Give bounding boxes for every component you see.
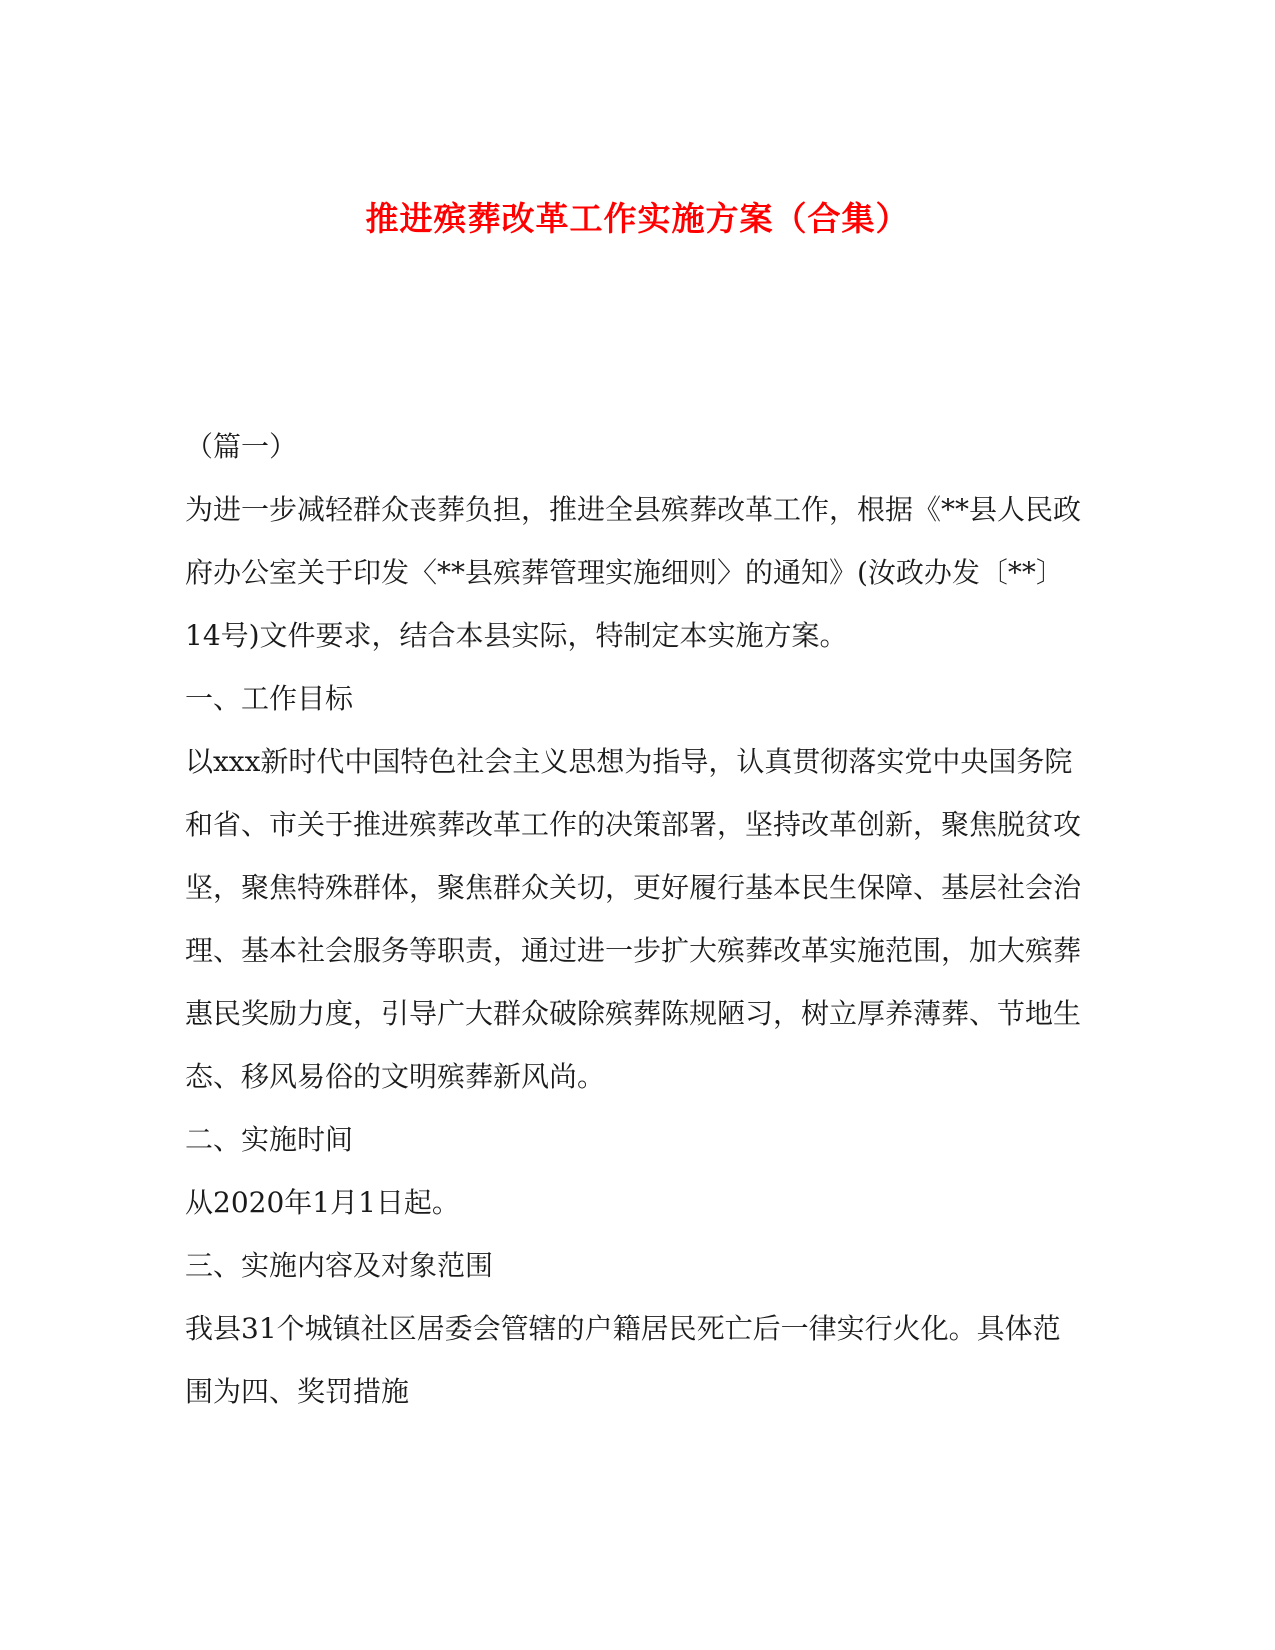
work-goals-paragraph: 以xxx新时代中国特色社会主义思想为指导，认真贯彻落实党中央国务院和省、市关于推进殡葬改革工作的决策部署，坚持改革创新，聚焦脱贫攻坚，聚焦特殊群体，聚焦群众关切，更好履行基本民生保障、基层社会治理、基本社会服务等职责，通过进一步扩大殡葬改革实施范围，加大殡葬惠民奖励力度，引导广大群众破除殡葬陈规陋习，树立厚养薄葬、节地生态、移风易俗的文明殡葬新风尚。 [185,745,1082,1093]
heading-implementation-time: 二、实施时间 [185,1123,354,1156]
intro-paragraph: 为进一步减轻群众丧葬负担，推进全县殡葬改革工作，根据《**县人民政府办公室关于印发〈**县殡葬管理实施细则〉的通知》(汝政办发〔**〕14号)文件要求，结合本县实际，特制定本实施方案。 [185,493,1082,652]
implementation-time-paragraph: 从2020年1月1日起。 [185,1186,460,1219]
document-body [185,415,1085,1423]
section-label-part-one: （篇一） [185,430,298,463]
heading-work-goals: 一、工作目标 [185,682,354,715]
content-scope-paragraph: 我县31个城镇社区居委会管辖的户籍居民死亡后一律实行火化。具体范围为四、奖罚措施 [185,1312,1061,1408]
document-title: 推进殡葬改革工作实施方案（合集） [365,199,910,239]
heading-content-scope: 三、实施内容及对象范围 [185,1249,494,1282]
